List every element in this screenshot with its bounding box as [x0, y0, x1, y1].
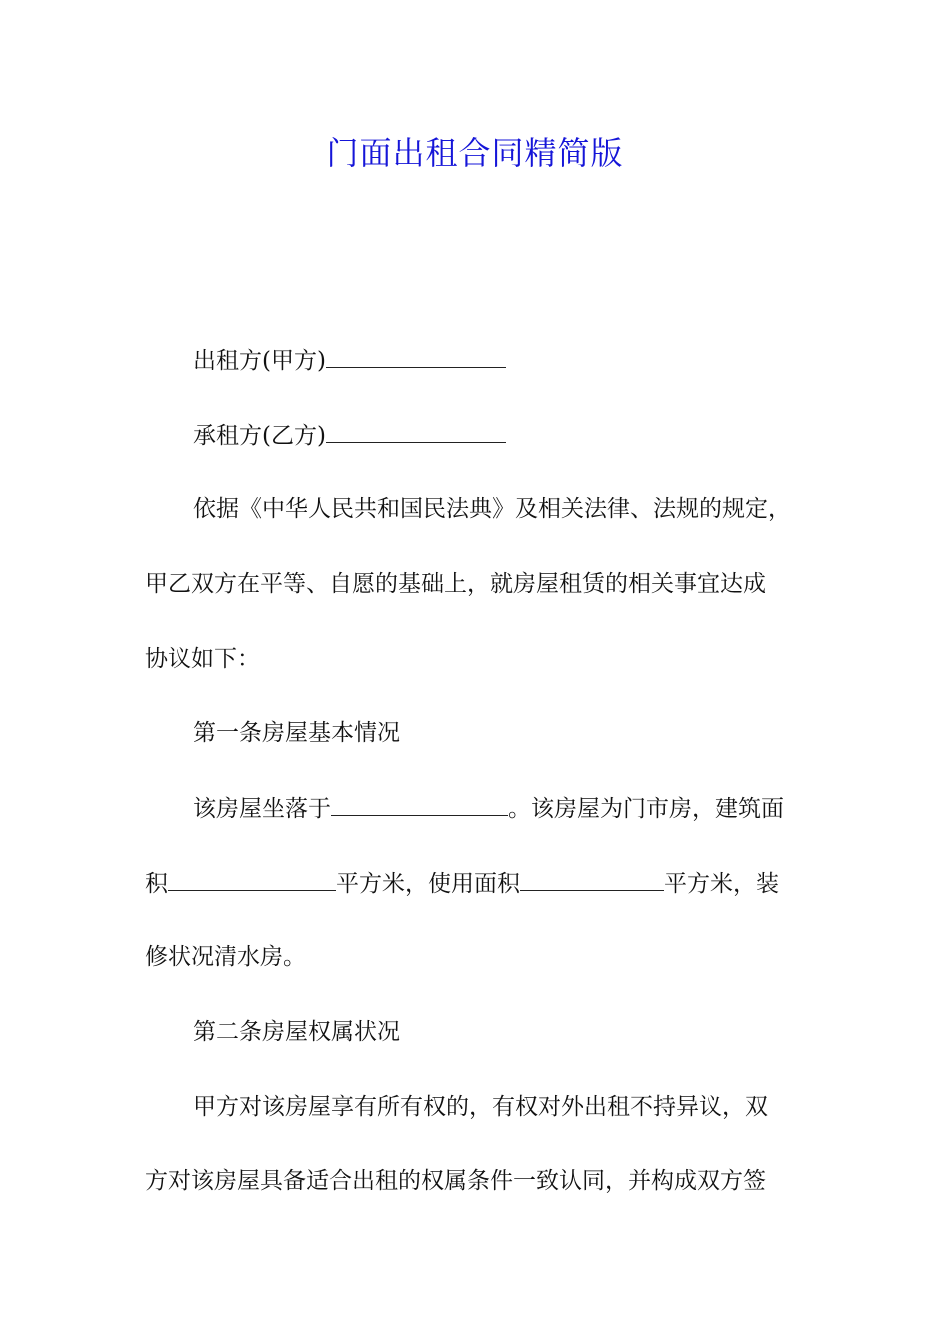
lessee-line [193, 420, 506, 451]
article1-line-1-rest: 。该房屋为门市房，建筑面 [508, 796, 784, 822]
article1-line-1 [193, 793, 784, 824]
preamble-line-1: 依据《中华人民共和国民法典》及相关法律、法规的规定， [193, 496, 791, 522]
preamble-line-2: 甲乙双方在平等、自愿的基础上，就房屋租赁的相关事宜达成 [145, 571, 766, 597]
usable-area-label: 平方米，使用面积 [336, 871, 520, 897]
usable-area-blank [520, 868, 664, 891]
article1-heading: 第一条房屋基本情况 [193, 720, 400, 746]
location-blank [331, 793, 508, 816]
article2-line-2: 方对该房屋具备适合出租的权属条件一致认同，并构成双方签 [145, 1168, 766, 1194]
lessee-blank [326, 420, 506, 443]
area-label-start: 积 [145, 871, 168, 897]
article2-line-1: 甲方对该房屋享有所有权的，有权对外出租不持异议，双 [193, 1094, 768, 1120]
article2-heading: 第二条房屋权属状况 [193, 1019, 400, 1045]
lessor-label: 出租方(甲方) [193, 348, 326, 374]
lessee-label: 承租方(乙方) [193, 423, 326, 449]
article1-line-2-rest: 平方米，装 [664, 871, 779, 897]
article1-line-2 [145, 868, 779, 899]
document-title: 门面出租合同精简版 [326, 134, 624, 172]
lessor-blank [326, 345, 506, 368]
location-label: 该房屋坐落于 [193, 796, 331, 822]
article1-line-3: 修状况清水房。 [145, 944, 306, 970]
preamble-line-3: 协议如下： [145, 646, 260, 672]
building-area-blank [168, 868, 336, 891]
lessor-line [193, 345, 506, 376]
